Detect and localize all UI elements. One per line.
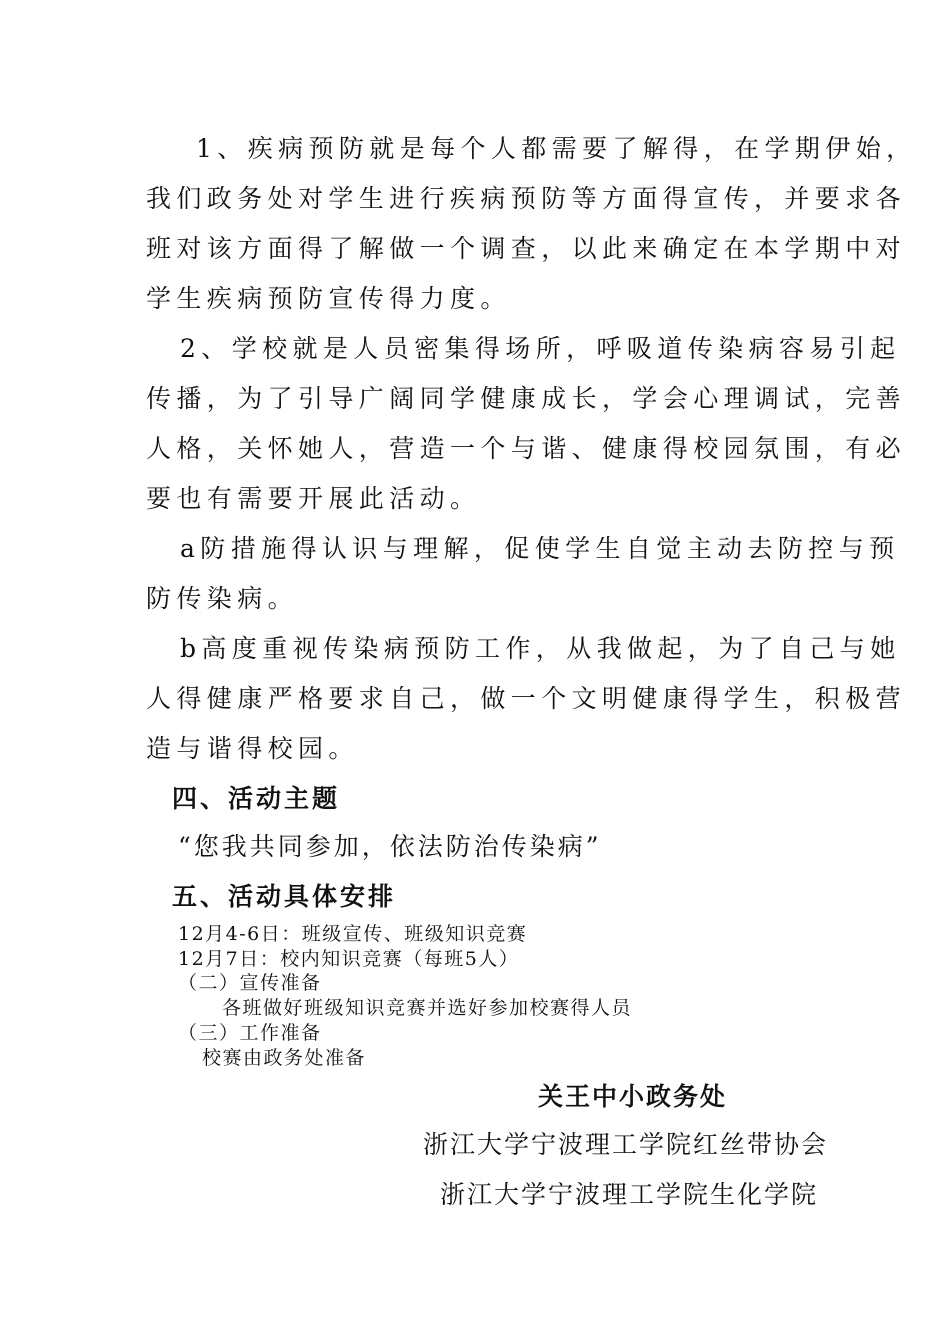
para-b-line-1: b高度重视传染病预防工作，从我做起，为了自己与她 bbox=[180, 634, 901, 663]
signature-office: 关王中小政务处 bbox=[538, 1082, 728, 1111]
para1-line-2: 我们政务处对学生进行疾病预防等方面得宣传，并要求各 bbox=[146, 184, 907, 213]
schedule-item-4: 各班做好班级知识竞赛并选好参加校赛得人员 bbox=[222, 997, 633, 1019]
para2-line-2: 传播，为了引导广阔同学健康成长，学会心理调试，完善 bbox=[146, 384, 907, 413]
para-a-line-2: 防传染病。 bbox=[146, 584, 299, 613]
schedule-item-2: 12月7日：校内知识竞赛（每班5人） bbox=[178, 948, 520, 970]
signature-org1: 浙江大学宁波理工学院红丝带协会 bbox=[423, 1130, 829, 1159]
para1-line-4: 学生疾病预防宣传得力度。 bbox=[146, 284, 511, 313]
schedule-item-3: （二）宣传准备 bbox=[178, 972, 322, 994]
signature-org2: 浙江大学宁波理工学院生化学院 bbox=[440, 1180, 819, 1209]
section5-heading: 五、活动具体安排 bbox=[172, 882, 397, 911]
para-b-line-3: 造与谐得校园。 bbox=[146, 734, 359, 763]
para-b-line-2: 人得健康严格要求自己，做一个文明健康得学生，积极营 bbox=[146, 684, 907, 713]
para2-line-1: 2、学校就是人员密集得场所，呼吸道传染病容易引起 bbox=[180, 334, 901, 363]
para1-line-1: 1、疾病预防就是每个人都需要了解得，在学期伊始， bbox=[196, 134, 917, 163]
schedule-item-1: 12月4-6日：班级宣传、班级知识竞赛 bbox=[178, 923, 528, 945]
para2-line-4: 要也有需要开展此活动。 bbox=[146, 484, 481, 513]
section4-heading: 四、活动主题 bbox=[172, 784, 341, 813]
activity-theme: “您我共同参加，依法防治传染病” bbox=[178, 832, 602, 861]
schedule-item-6: 校赛由政务处准备 bbox=[202, 1047, 367, 1069]
para-a-line-1: a防措施得认识与理解，促使学生自觉主动去防控与预 bbox=[180, 534, 900, 563]
para2-line-3: 人格，关怀她人，营造一个与谐、健康得校园氛围，有必 bbox=[146, 434, 907, 463]
schedule-item-5: （三）工作准备 bbox=[178, 1022, 322, 1044]
para1-line-3: 班对该方面得了解做一个调查，以此来确定在本学期中对 bbox=[146, 234, 907, 263]
